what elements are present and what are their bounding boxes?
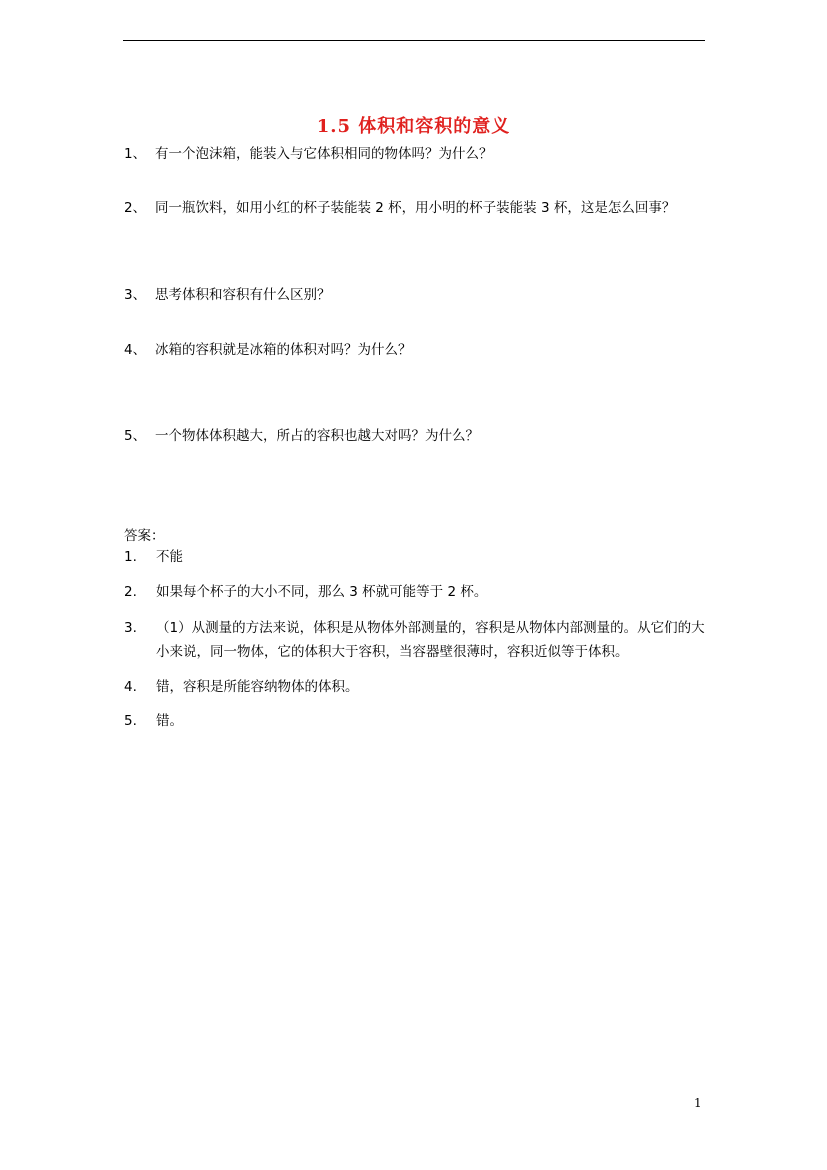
answer-number: 2. <box>124 584 137 600</box>
page-title: 1.5 体积和容积的意义 <box>316 116 511 137</box>
answer-text: 如果每个杯子的大小不同，那么 3 杯就可能等于 2 杯。 <box>156 584 488 600</box>
question-number: 4、 <box>124 342 147 358</box>
header-rule <box>123 40 705 41</box>
answer-number: 1. <box>124 549 137 565</box>
answer-text: 错，容积是所能容纳物体的体积。 <box>156 679 359 695</box>
answer-3 <box>124 616 714 664</box>
question-1 <box>124 144 493 164</box>
question-3 <box>124 285 331 305</box>
answer-number: 4. <box>124 679 137 695</box>
question-number: 5、 <box>124 428 147 444</box>
answer-number: 3. <box>124 620 137 636</box>
question-number: 3、 <box>124 287 147 303</box>
answer-number: 5. <box>124 713 137 729</box>
question-text: 思考体积和容积有什么区别？ <box>155 287 331 303</box>
answer-text: 错。 <box>156 713 183 729</box>
question-5 <box>124 426 479 446</box>
answers-label: 答案： <box>124 528 165 544</box>
question-text: 冰箱的容积就是冰箱的体积对吗？为什么？ <box>155 342 412 358</box>
question-text: 一个物体体积越大，所占的容积也越大对吗？为什么？ <box>155 428 479 444</box>
question-4 <box>124 340 412 360</box>
answer-4 <box>124 677 714 697</box>
question-2 <box>124 198 675 218</box>
answer-5 <box>124 711 714 731</box>
question-number: 2、 <box>124 200 147 216</box>
answer-text: 不能 <box>156 549 183 565</box>
question-number: 1、 <box>124 146 147 162</box>
answer-2 <box>124 582 714 602</box>
answer-1 <box>124 547 714 567</box>
answer-text: （1）从测量的方法来说，体积是从物体外部测量的，容积是从物体内部测量的。从它们的大小来说，同一物体，它的体积大于容积，当容器壁很薄时，容积近似等于体积。 <box>156 620 705 660</box>
question-text: 同一瓶饮料，如用小红的杯子装能装 2 杯，用小明的杯子装能装 3 杯，这是怎么回事？ <box>155 200 676 216</box>
question-text: 有一个泡沫箱，能装入与它体积相同的物体吗？为什么？ <box>155 146 493 162</box>
page-number: 1 <box>694 1096 702 1110</box>
